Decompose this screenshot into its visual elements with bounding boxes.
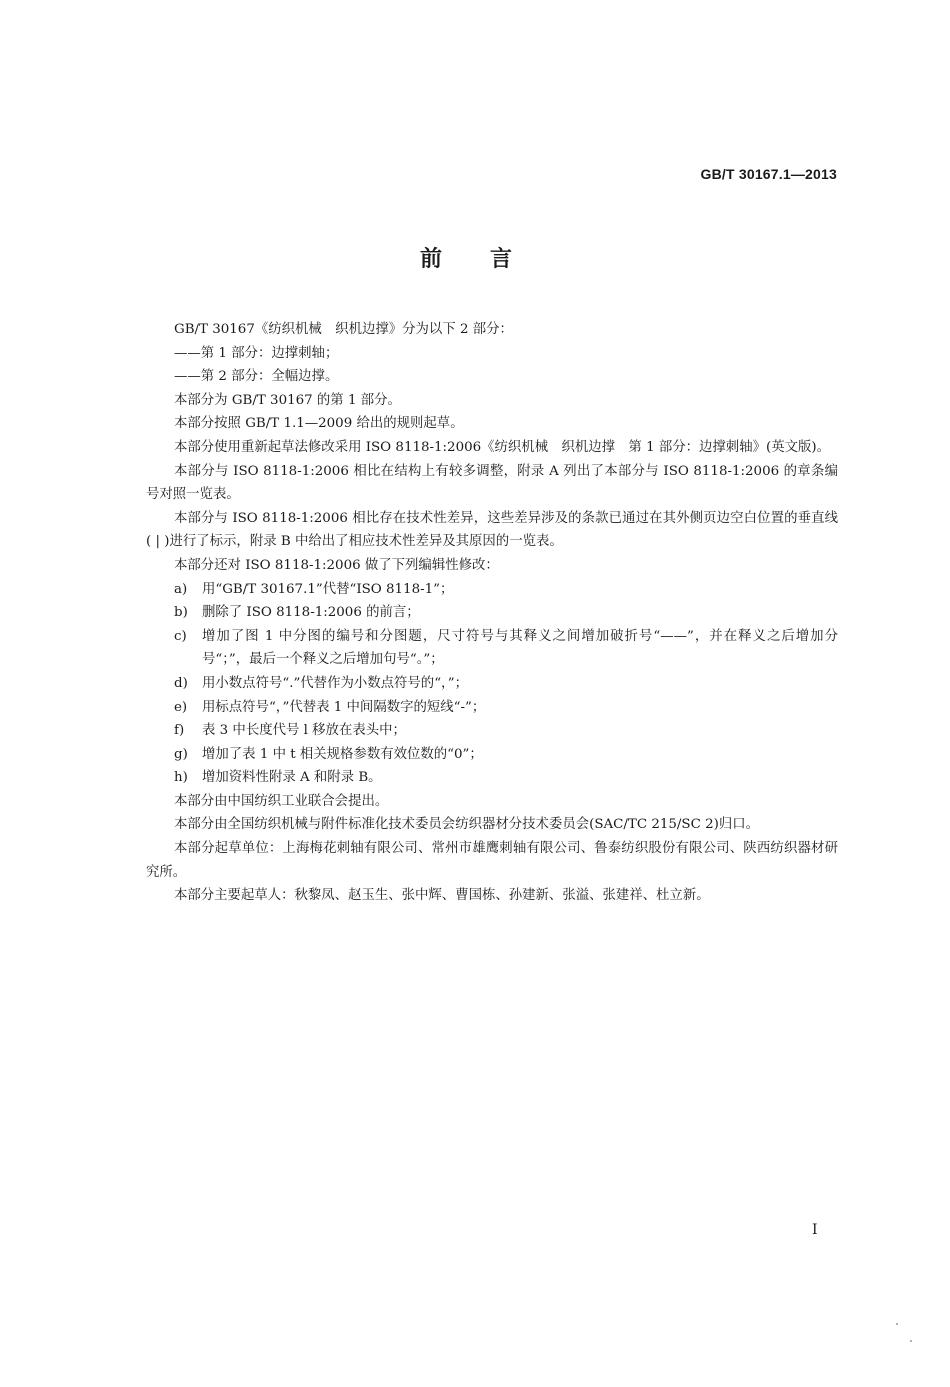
item-letter: c) [174,628,187,644]
item-text: 增加了图 1 中分图的编号和分图题，尺寸符号与其释义之间增加破折号“——”，并在释义之后增加分号“；”，最后一个释义之后增加句号“。”； [202,628,838,668]
scan-speck [896,1323,898,1325]
item-text: 删除了 ISO 8118-1:2006 的前言； [202,605,420,621]
item-text: 增加了表 1 中 t 相关规格参数有效位数的“0”； [202,746,483,762]
item-letter: a) [174,581,188,597]
item-text: 用“GB/T 30167.1”代替“ISO 8118-1”； [202,581,454,597]
edit-item [146,743,838,767]
paragraph: GB/T 30167《纺织机械 织机边撑》分为以下 2 部分： [174,322,513,337]
page-number: I [812,1222,818,1238]
list-item: ——第 2 部分：全幅边撑。 [174,369,339,385]
paragraph: 本部分主要起草人：秋黎凤、赵玉生、张中辉、曹国栋、孙建新、张溢、张建祥、杜立新。 [174,888,710,904]
edit-item [146,625,838,672]
document-number: GB/T 30167.1—2013 [700,166,837,182]
item-letter: f) [174,723,185,739]
page-title: 前言 [419,247,560,272]
edit-item [146,578,838,602]
item-letter: d) [174,675,188,691]
item-letter: e) [174,699,188,715]
edit-item [146,696,838,720]
item-text: 用标点符号“，”代替表 1 中间隔数字的短线“-”； [202,699,486,715]
item-text: 表 3 中长度代号 l 移放在表头中； [202,723,406,739]
item-text: 增加资料性附录 A 和附录 B。 [202,770,382,786]
edit-item [146,719,838,743]
item-letter: g) [174,746,188,762]
paragraph: 本部分还对 ISO 8118-1:2006 做了下列编辑性修改： [174,557,499,573]
paragraph: 本部分起草单位：上海梅花刺轴有限公司、常州市雄鹰刺轴有限公司、鲁泰纺织股份有限公司、陕西纺织器材研究所。 [146,841,838,880]
paragraph: 本部分与 ISO 8118-1:2006 相比在结构上有较多调整，附录 A 列出了本部分与 ISO 8118-1:2006 的章条编号对照一览表。 [146,463,838,503]
paragraph: 本部分为 GB/T 30167 的第 1 部分。 [174,392,401,408]
edit-item [146,672,838,696]
paragraph: 本部分按照 GB/T 1.1—2009 给出的规则起草。 [174,416,464,432]
edit-item [146,766,838,790]
edit-item [146,601,838,625]
paragraph: 本部分由全国纺织机械与附件标准化技术委员会纺织器材分技术委员会(SAC/TC 215/SC 2)归口。 [174,817,760,833]
item-letter: h) [174,770,188,786]
scan-speck [910,1340,912,1342]
foreword-body [146,318,838,908]
paragraph: 本部分由中国纺织工业联合会提出。 [174,793,389,809]
paragraph: 本部分与 ISO 8118-1:2006 相比存在技术性差异，这些差异涉及的条款已通过在其外侧页边空白位置的垂直线( | )进行了标示，附录 B 中给出了相应技术性差异及其原因的一览表。 [146,510,838,550]
item-letter: b) [174,605,188,621]
item-text: 用小数点符号“.”代替作为小数点符号的“，”； [202,675,468,691]
paragraph: 本部分使用重新起草法修改采用 ISO 8118-1:2006《纺织机械 织机边撑 第 1 部分：边撑刺轴》(英文版)。 [174,439,830,455]
list-item: ——第 1 部分：边撑刺轴； [174,345,339,361]
